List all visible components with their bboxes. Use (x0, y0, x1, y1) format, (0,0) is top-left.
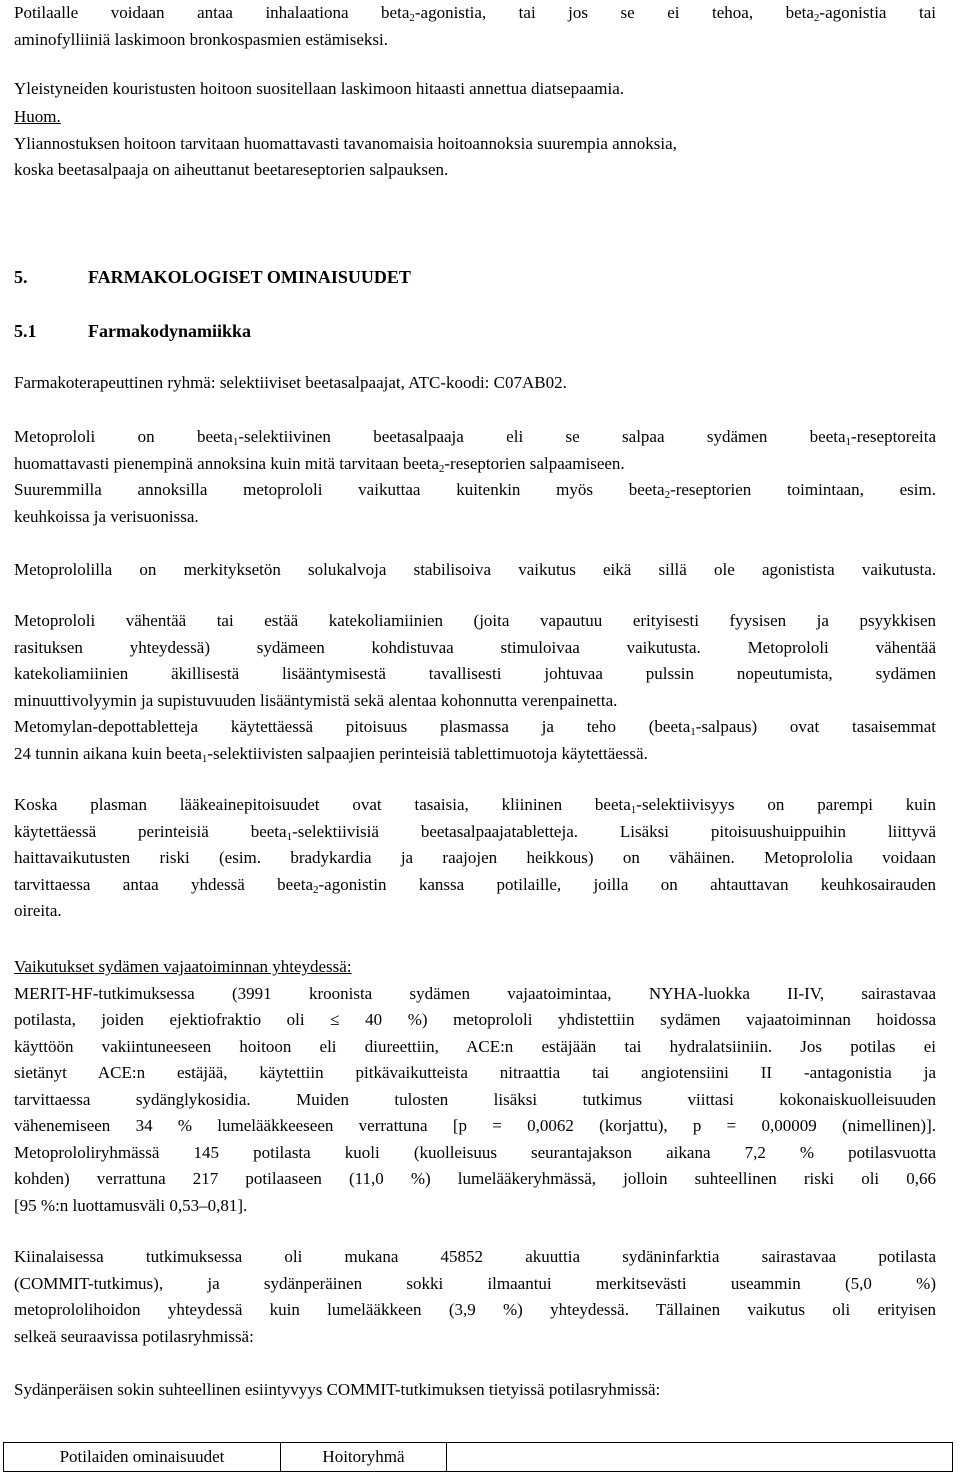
text-line: Yliannostuksen hoitoon tarvitaan huomattavasti tavanomaisia hoitoannoksia suurempia annoksia, (14, 133, 677, 153)
text-line: rasituksen yhteydessä) sydämeen kohdistuvaa stimuloivaa vaikutusta. Metoprololi vähentää (14, 637, 936, 657)
text-line: Metomylan-depottabletteja käytettäessä pitoisuus plasmassa ja teho (beeta$_1$-salpaus) ovat tasaisemmat (14, 717, 936, 738)
table-header-cell (4, 1443, 281, 1471)
section-number: 5. (14, 267, 28, 287)
paragraph-note (14, 104, 936, 184)
text-line: koska beetasalpaaja on aiheuttanut beetareseptorien salpauksen. (14, 160, 449, 179)
text-line: aminofylliiniä laskimoon bronkospasmien estämiseksi. (14, 29, 388, 49)
section-number: 5.1 (14, 321, 37, 341)
paragraph-heart-failure (14, 954, 936, 1219)
table-header-cell (281, 1443, 447, 1471)
text-line: Yleistyneiden kouristusten hoitoon suositellaan laskimoon hitaasti annettua diatsepaamia. (14, 79, 624, 98)
text-line: Sydänperäisen sokin suhteellinen esiintyvyys COMMIT-tutkimuksen tietyissä potilasryhmissä: (14, 1380, 661, 1399)
text-line: katekoliamiinien äkillisestä lisääntymisestä tavallisesti johtuvaa pulssin nopeutumista, sydämen (14, 664, 936, 683)
text-line: Metoprololi vähentää tai estää katekoliamiinien (joita vapautuu erityisesti fyysisen ja psyykkisen (14, 611, 936, 630)
text-line: haittavaikutusten riski (esim. bradykardia ja raajojen heikkous) on vähäinen. Metoprololia voidaan (14, 848, 936, 867)
header-label: Potilaiden ominaisuudet (59, 1447, 225, 1466)
section-heading-5-1 (14, 318, 251, 345)
paragraph-atc (14, 370, 936, 397)
text-line: potilasta, joiden ejektiofraktio oli ≤ 40 %) metoprololi yhdistettiin sydämen vajaatoiminnan hoidossa (14, 1010, 936, 1029)
text-line: kohden) verrattuna 217 potilaaseen (11,0 %) lumelääkeryhmässä, jolloin suhteellinen riski oli 0,66 (14, 1169, 936, 1188)
text-line: vähenemiseen 34 % lumelääkkeeseen verrattuna [p = 0,0062 (korjattu), p = 0,00009 (nimellinen)]. (14, 1116, 936, 1135)
text-line: käytettäessä perinteisiä beeta$_1$-selektiivisiä beetasalpaajatabletteja. Lisäksi pitoisuushuippuihin liittyvä (14, 821, 936, 843)
text-line: Koska plasman lääkeainepitoisuudet ovat tasaisia, kliininen beeta$_1$-selektiivisyys on parempi kuin (14, 795, 936, 816)
paragraph-diazepam (14, 76, 936, 103)
header-label: Hoitoryhmä (322, 1447, 405, 1466)
paragraph-inhalation (14, 0, 936, 53)
text-line: minuuttivolyymin ja supistuvuuden lisääntymistä sekä alentaa kohonnutta verenpainetta. (14, 690, 618, 710)
section-heading-5 (14, 264, 411, 291)
text-line: oireita. (14, 901, 62, 920)
text-line: tarvittaessa antaa yhdessä beeta$_2$-agonistin kanssa potilaille, joilla on ahtauttavan keuhkosairauden (14, 874, 936, 896)
text-line: käyttöön vakiintuneeseen hoitoon eli diureettiin, ACE:n estäjään tai hydralatsiiniin. Jos potilas ei (14, 1036, 936, 1056)
section-title: FARMAKOLOGISET OMINAISUUDET (88, 267, 411, 287)
paragraph-commit (14, 1244, 936, 1350)
text-line: tarvittaessa sydänglykosidia. Muiden tulosten lisäksi tutkimus viittasi kokonaiskuolleisuuden (14, 1089, 936, 1109)
text-line: Potilaalle voidaan antaa inhalaationa beta$_2$-agonistia, tai jos se ei tehoa, beta$_2$-agonistia tai (14, 3, 936, 24)
text-line: selkeä seuraavissa potilasryhmissä: (14, 1326, 254, 1346)
section-title: Farmakodynamiikka (88, 321, 252, 341)
text-line: metoprololihoidon yhteydessä kuin lumelääkkeen (3,9 %) yhteydessä. Tällainen vaikutus oli erityisen (14, 1300, 936, 1319)
table-header-cell (447, 1443, 952, 1471)
text-line: Kiinalaisessa tutkimuksessa oli mukana 45852 akuuttia sydäninfarktia sairastavaa potilasta (14, 1247, 936, 1266)
text-line: sietänyt ACE:n estäjää, käytettiin pitkävaikutteista nitraattia tai angiotensiini II -antagonistia ja (14, 1063, 936, 1082)
text-line: Suuremmilla annoksilla metoprololi vaikuttaa kuitenkin myös beeta$_2$-reseptorien toimintaan, esim. (14, 480, 936, 501)
table-header-row (3, 1442, 953, 1472)
note-label: Huom. (14, 107, 61, 126)
text-line: Metoprololi on beeta$_1$-selektiivinen beetasalpaaja eli se salpaa sydämen beeta$_1$-reseptoreita (14, 427, 936, 448)
paragraph-membrane (14, 557, 936, 584)
text-line: 24 tunnin aikana kuin beeta$_1$-selektiivisten salpaajien perinteisiä tablettimuotoja käytettäessä. (14, 743, 648, 765)
text-line: keuhkoissa ja verisuonissa. (14, 506, 199, 526)
text-line: huomattavasti pienempinä annoksina kuin mitä tarvitaan beeta$_2$-reseptorien salpaamiseen. (14, 453, 625, 475)
paragraph-selectivity (14, 424, 936, 530)
paragraph-table-intro (14, 1377, 936, 1404)
text-line: Metoprololiryhmässä 145 potilasta kuoli (kuolleisuus seurantajakson aikana 7,2 % potilasvuotta (14, 1142, 936, 1162)
paragraph-plasma (14, 792, 936, 925)
paragraph-catecholamines (14, 608, 936, 767)
text-line: Farmakoterapeuttinen ryhmä: selektiiviset beetasalpaajat, ATC-koodi: C07AB02. (14, 373, 567, 392)
text-line: Metoprololilla on merkityksetön solukalvoja stabilisoiva vaikutus eikä sillä ole agonistista vaikutusta. (14, 560, 936, 579)
text-line: (COMMIT-tutkimus), ja sydänperäinen sokki ilmaantui merkitsevästi useammin (5,0 %) (14, 1273, 936, 1293)
text-line: [95 %:n luottamusväli 0,53–0,81]. (14, 1195, 248, 1215)
subheading-heart-failure: Vaikutukset sydämen vajaatoiminnan yhteydessä: (14, 957, 352, 976)
text-line: MERIT-HF-tutkimuksessa (3991 kroonista sydämen vajaatoimintaa, NYHA-luokka II-IV, sairastavaa (14, 983, 936, 1003)
